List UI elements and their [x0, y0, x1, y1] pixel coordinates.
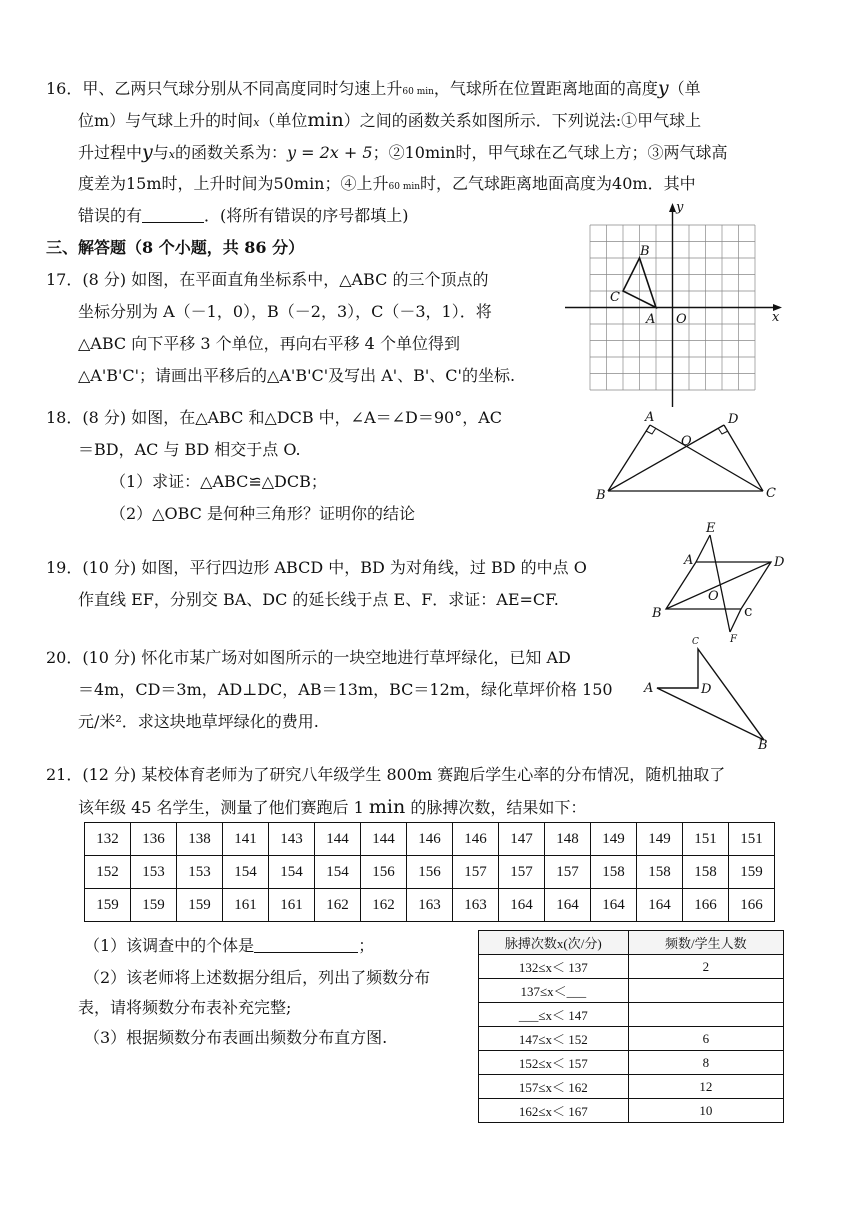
table-row: [85, 856, 775, 889]
table-cell: 161: [269, 889, 315, 922]
table-cell: 158: [591, 856, 637, 889]
table-cell: 159: [729, 856, 775, 889]
table-cell: 157: [453, 856, 499, 889]
q20-line-1: 20．(10 分) 怀化市某广场对如图所示的一块空地进行草坪绿化，已知 AD: [46, 648, 571, 667]
q18-line-1: 18．(8 分) 如图，在△ABC 和△DCB 中，∠A＝∠D＝90°，AC: [46, 408, 503, 427]
table-cell: 144: [315, 823, 361, 856]
table-cell: 149: [591, 823, 637, 856]
range-cell: 132≤x＜ 137: [479, 955, 629, 979]
table-cell: 144: [361, 823, 407, 856]
q16-var: y: [142, 141, 153, 163]
q17-line-4: △A'B'C'；请画出平移后的△A'B'C'及写出 A'、B'、C'的坐标.: [78, 366, 516, 385]
point-d-label: D: [701, 682, 712, 697]
table-cell: 161: [223, 889, 269, 922]
table-cell: 158: [637, 856, 683, 889]
count-cell: 12: [628, 1075, 783, 1099]
q16-line-4: [78, 174, 696, 197]
q16-text: ．(将所有错误的序号都填上): [204, 206, 409, 225]
table-cell: 162: [361, 889, 407, 922]
q16-text: ；②10min时，甲气球在乙气球上方；③两气球高: [372, 143, 728, 162]
table-row: [479, 1051, 784, 1075]
table-cell: 154: [223, 856, 269, 889]
table-cell: 147: [499, 823, 545, 856]
table-cell: 164: [545, 889, 591, 922]
count-cell[interactable]: [628, 1003, 783, 1027]
range-cell: 147≤x＜ 152: [479, 1027, 629, 1051]
table-cell: 156: [407, 856, 453, 889]
table-row: [85, 823, 775, 856]
table-cell: 153: [177, 856, 223, 889]
q20-line-3: 元/米²．求这块地草坪绿化的费用.: [78, 712, 319, 731]
q21-text: 的脉搏次数，结果如下：: [405, 798, 587, 817]
frequency-table: [478, 930, 784, 1123]
table-cell: 162: [315, 889, 361, 922]
q19-line-2: 作直线 EF，分别交 BA、DC 的延长线于点 E、F．求证：AE=CF.: [78, 590, 559, 609]
q16-formula: y = 2x + 5: [287, 143, 373, 162]
q16-text: 时，乙气球距离地面高度为40m．其中: [420, 174, 696, 193]
table-cell: 164: [591, 889, 637, 922]
section-3-heading: 三、解答题（8 个小题，共 86 分）: [46, 238, 305, 257]
q16-var: y: [657, 77, 669, 99]
table-cell: 141: [223, 823, 269, 856]
q20-figure: [640, 636, 780, 751]
point-b-label: B: [652, 606, 662, 621]
table-cell: 157: [499, 856, 545, 889]
table-row: [479, 1075, 784, 1099]
point-o-label: O: [708, 589, 719, 604]
table-cell: 153: [131, 856, 177, 889]
table-cell: 148: [545, 823, 591, 856]
q21-part-1: [84, 936, 374, 956]
q18-figure: [590, 405, 790, 505]
q17-coordinate-grid: [560, 195, 790, 415]
point-c-label: C: [610, 290, 620, 305]
table-cell: 158: [683, 856, 729, 889]
q16-text: ，气球所在位置距离地面的高度: [433, 79, 658, 98]
table-row: [479, 979, 784, 1003]
q16-text: （单位: [259, 111, 308, 130]
table-cell: 143: [269, 823, 315, 856]
q16-line-3: [78, 142, 728, 165]
point-d-label: D: [728, 412, 739, 427]
table-cell: 136: [131, 823, 177, 856]
q21-part-3: （3）根据频数分布表画出频数分布直方图.: [84, 1028, 388, 1047]
q21-text: （1）该调查中的个体是: [84, 936, 255, 955]
table-cell: 138: [177, 823, 223, 856]
table-row: [479, 1003, 784, 1027]
q16-var: x: [253, 116, 260, 129]
q21-unit: min: [368, 796, 406, 818]
q16-line-2: [78, 110, 701, 133]
range-cell: 162≤x＜ 167: [479, 1099, 629, 1123]
range-cell: 157≤x＜ 162: [479, 1075, 629, 1099]
point-c-label: C: [692, 637, 699, 647]
q16-text: 错误的有: [78, 206, 143, 225]
table-cell: 149: [637, 823, 683, 856]
point-d-label: D: [774, 555, 785, 570]
q16-unit: 60 min: [402, 87, 434, 97]
point-f-label: F: [730, 634, 737, 645]
q16-var: x: [168, 148, 175, 161]
q16-line-5: [78, 206, 409, 226]
table-cell: 146: [407, 823, 453, 856]
table-cell: 166: [683, 889, 729, 922]
point-c-label: C: [766, 486, 776, 501]
q16-text: 位m）与气球上升的时间: [78, 111, 254, 130]
table-header-cell: 脉搏次数x(次/分): [479, 931, 629, 955]
table-cell: 163: [407, 889, 453, 922]
table-cell: 152: [85, 856, 131, 889]
q16-line-1: [46, 78, 701, 102]
point-o-label: O: [681, 434, 692, 449]
table-cell: 164: [637, 889, 683, 922]
table-cell: 151: [729, 823, 775, 856]
origin-label: O: [676, 312, 687, 327]
pulse-data-table: [84, 822, 775, 922]
point-e-label: E: [706, 521, 716, 536]
q16-text: （单: [668, 79, 701, 98]
table-header-row: [479, 931, 784, 955]
count-cell[interactable]: [628, 979, 783, 1003]
table-header-cell: 频数/学生人数: [628, 931, 783, 955]
q19-figure: [650, 520, 790, 645]
table-cell: 163: [453, 889, 499, 922]
q19-line-1: 19．(10 分) 如图，平行四边形 ABCD 中，BD 为对角线，过 BD 的中点 O: [46, 558, 587, 577]
point-a-label: A: [646, 312, 656, 327]
q18-line-4: （2）△OBC 是何种三角形？证明你的结论: [110, 504, 415, 523]
point-a-label: A: [684, 553, 694, 568]
q16-unit: min: [307, 109, 344, 131]
y-axis-label: y: [676, 200, 684, 215]
point-c-label: c: [744, 602, 753, 620]
q16-text: 升过程中: [78, 143, 143, 162]
q21-part-2b: 表，请将频数分布表补充完整;: [78, 998, 292, 1017]
q17-line-1: 17．(8 分) 如图，在平面直角坐标系中，△ABC 的三个顶点的: [46, 270, 489, 289]
range-cell: 137≤x＜___: [479, 979, 629, 1003]
q21-individual-blank[interactable]: [254, 936, 358, 953]
q16-text: ）之间的函数关系如图所示．下列说法:①甲气球上: [343, 111, 702, 130]
count-cell: 6: [628, 1027, 783, 1051]
y-axis-arrow-icon: [669, 203, 676, 212]
q21-part-2a: （2）该老师将上述数据分组后，列出了频数分布: [84, 968, 431, 987]
table-cell: 156: [361, 856, 407, 889]
table-cell: 166: [729, 889, 775, 922]
table-row: [479, 955, 784, 979]
q18-line-3: （1）求证：△ABC≌△DCB；: [110, 472, 327, 491]
table-cell: 154: [269, 856, 315, 889]
count-cell: 8: [628, 1051, 783, 1075]
point-b-label: B: [640, 244, 650, 259]
table-cell: 154: [315, 856, 361, 889]
table-cell: 132: [85, 823, 131, 856]
table-cell: 159: [85, 889, 131, 922]
q16-text: 与: [152, 143, 169, 162]
table-cell: 159: [177, 889, 223, 922]
q21-line-2: [78, 797, 586, 818]
point-b-label: B: [758, 738, 768, 753]
q16-text: 的函数关系为：: [174, 143, 287, 162]
range-cell: ___≤x＜ 147: [479, 1003, 629, 1027]
q16-unit: 60 min: [388, 182, 421, 192]
q20-line-2: ＝4m，CD＝3m，AD⊥DC，AB＝13m，BC＝12m，绿化草坪价格 150: [78, 680, 613, 699]
q16-text: 度差为15m时，上升时间为50min；④上升: [78, 174, 389, 193]
table-cell: 151: [683, 823, 729, 856]
q17-line-3: △ABC 向下平移 3 个单位，再向右平移 4 个单位得到: [78, 334, 460, 353]
q21-line-1: 21．(12 分) 某校体育老师为了研究八年级学生 800m 赛跑后学生心率的分布情况，随机抽取了: [46, 765, 726, 784]
table-cell: 159: [131, 889, 177, 922]
point-a-label: A: [644, 681, 654, 696]
table-row: [85, 889, 775, 922]
q18-line-2: ＝BD，AC 与 BD 相交于点 O.: [78, 440, 301, 459]
table-cell: 164: [499, 889, 545, 922]
q16-text: 16．甲、乙两只气球分别从不同高度同时匀速上升: [46, 79, 403, 98]
q21-text: ；: [358, 936, 375, 955]
table-row: [479, 1027, 784, 1051]
count-cell: 2: [628, 955, 783, 979]
point-a-label: A: [645, 410, 655, 425]
point-b-label: B: [596, 488, 606, 503]
range-cell: 152≤x＜ 157: [479, 1051, 629, 1075]
table-cell: 157: [545, 856, 591, 889]
table-cell: 146: [453, 823, 499, 856]
q16-answer-blank[interactable]: [142, 206, 204, 223]
count-cell: 10: [628, 1099, 783, 1123]
table-row: [479, 1099, 784, 1123]
x-axis-label: x: [772, 310, 780, 325]
q21-text: 该年级 45 名学生，测量了他们赛跑后 1: [78, 798, 369, 817]
q17-line-2: 坐标分别为 A（－1，0），B（－2，3），C（－3，1）．将: [78, 302, 492, 321]
